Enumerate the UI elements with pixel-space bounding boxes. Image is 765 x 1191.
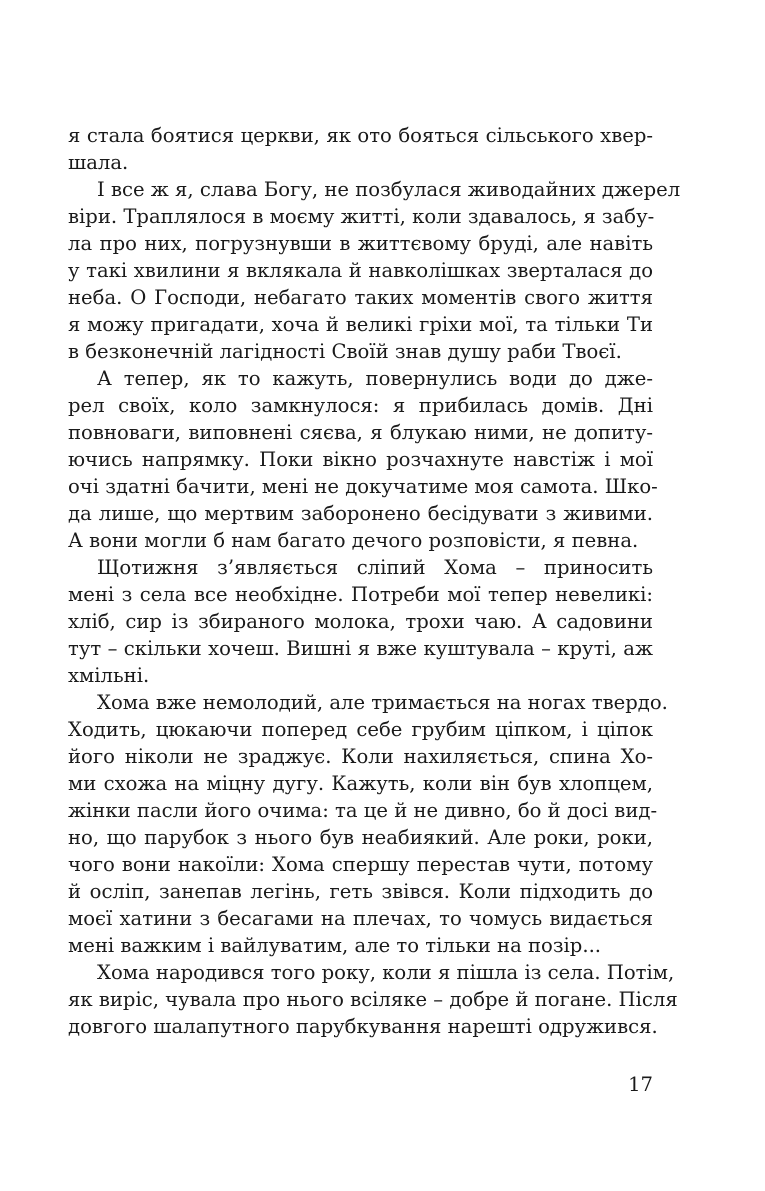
text-line: А вони могли б нам багато дечого розповісти, я певна. bbox=[68, 529, 639, 552]
text-line: но, що парубок з нього був неабиякий. Але роки, роки, bbox=[68, 826, 653, 849]
text-line: Хома вже немолодий, але тримається на ногах твердо. bbox=[97, 691, 668, 714]
text-line: шала. bbox=[68, 151, 129, 174]
text-line: жінки пасли його очима: та це й не дивно, бо й досі вид- bbox=[68, 799, 658, 822]
text-line: хмільні. bbox=[68, 664, 150, 687]
text-line: його ніколи не зраджує. Коли нахиляється, спина Хо- bbox=[68, 745, 653, 768]
text-line: Хома народився того року, коли я пішла із села. Потім, bbox=[97, 961, 675, 984]
text-line: Ходить, цюкаючи поперед себе грубим ціпком, і ціпок bbox=[68, 718, 653, 741]
text-line: як виріс, чувала про нього всіляке – добре й погане. Після bbox=[68, 988, 678, 1011]
text-line: хліб, сир із збираного молока, трохи чаю. А садовини bbox=[68, 610, 653, 633]
text-line: повноваги, виповнені сяєва, я блукаю ними, не допиту- bbox=[68, 421, 653, 444]
paragraph bbox=[68, 689, 668, 959]
text-line: очі здатні бачити, мені не докучатиме моя самота. Шко- bbox=[68, 475, 658, 498]
paragraph bbox=[68, 554, 653, 689]
paragraph bbox=[68, 959, 678, 1040]
text-line: мені важким і вайлуватим, але то тільки на позір... bbox=[68, 934, 602, 957]
text-line: ючись напрямку. Поки вікно розчахнуте навстіж і мої bbox=[68, 448, 653, 471]
paragraph bbox=[68, 122, 653, 176]
text-line: чого вони накоїли: Хома спершу перестав чути, потому bbox=[68, 853, 653, 876]
text-line: неба. О Господи, небагато таких моментів свого життя bbox=[68, 286, 653, 309]
text-line: І все ж я, слава Богу, не позбулася живодайних джерел bbox=[97, 178, 681, 201]
text-line: ми схожа на міцну дугу. Кажуть, коли він був хлопцем, bbox=[68, 772, 653, 795]
paragraph bbox=[68, 365, 658, 554]
text-line: я можу пригадати, хоча й великі гріхи мої, та тільки Ти bbox=[68, 313, 653, 336]
text-line: Щотижня з’являється сліпий Хома – приносить bbox=[97, 556, 653, 579]
text-line: віри. Траплялося в моєму житті, коли здавалось, я забу- bbox=[68, 205, 655, 228]
text-line: рел своїх, коло замкнулося: я прибилась домів. Дні bbox=[68, 394, 653, 417]
text-line: А тепер, як то кажуть, повернулись води до дже- bbox=[97, 367, 653, 390]
text-line: ла про них, погрузнувши в життєвому бруді, але навіть bbox=[68, 232, 653, 255]
text-line: й осліп, занепав легінь, геть звівся. Коли підходить до bbox=[68, 880, 653, 903]
text-line: моєї хатини з бесагами на плечах, то чомусь видається bbox=[68, 907, 653, 930]
paragraph bbox=[68, 176, 681, 365]
text-line: я стала боятися церкви, як ото бояться сільського хвер- bbox=[68, 124, 653, 147]
text-line: в безконечній лагідності Своїй знав душу раби Твоєї. bbox=[68, 340, 622, 363]
text-line: довгого шалапутного парубкування нарешті одружився. bbox=[68, 1015, 658, 1038]
text-line: мені з села все необхідне. Потреби мої тепер невеликі: bbox=[68, 583, 653, 606]
text-line: да лише, що мертвим заборонено бесідувати з живими. bbox=[68, 502, 653, 525]
page-number: 17 bbox=[628, 1073, 653, 1096]
body-text bbox=[68, 122, 681, 1040]
text-line: у такі хвилини я вклякала й навколішках зверталася до bbox=[68, 259, 653, 282]
text-line: тут – скільки хочеш. Вишні я вже куштувала – круті, аж bbox=[68, 637, 653, 660]
